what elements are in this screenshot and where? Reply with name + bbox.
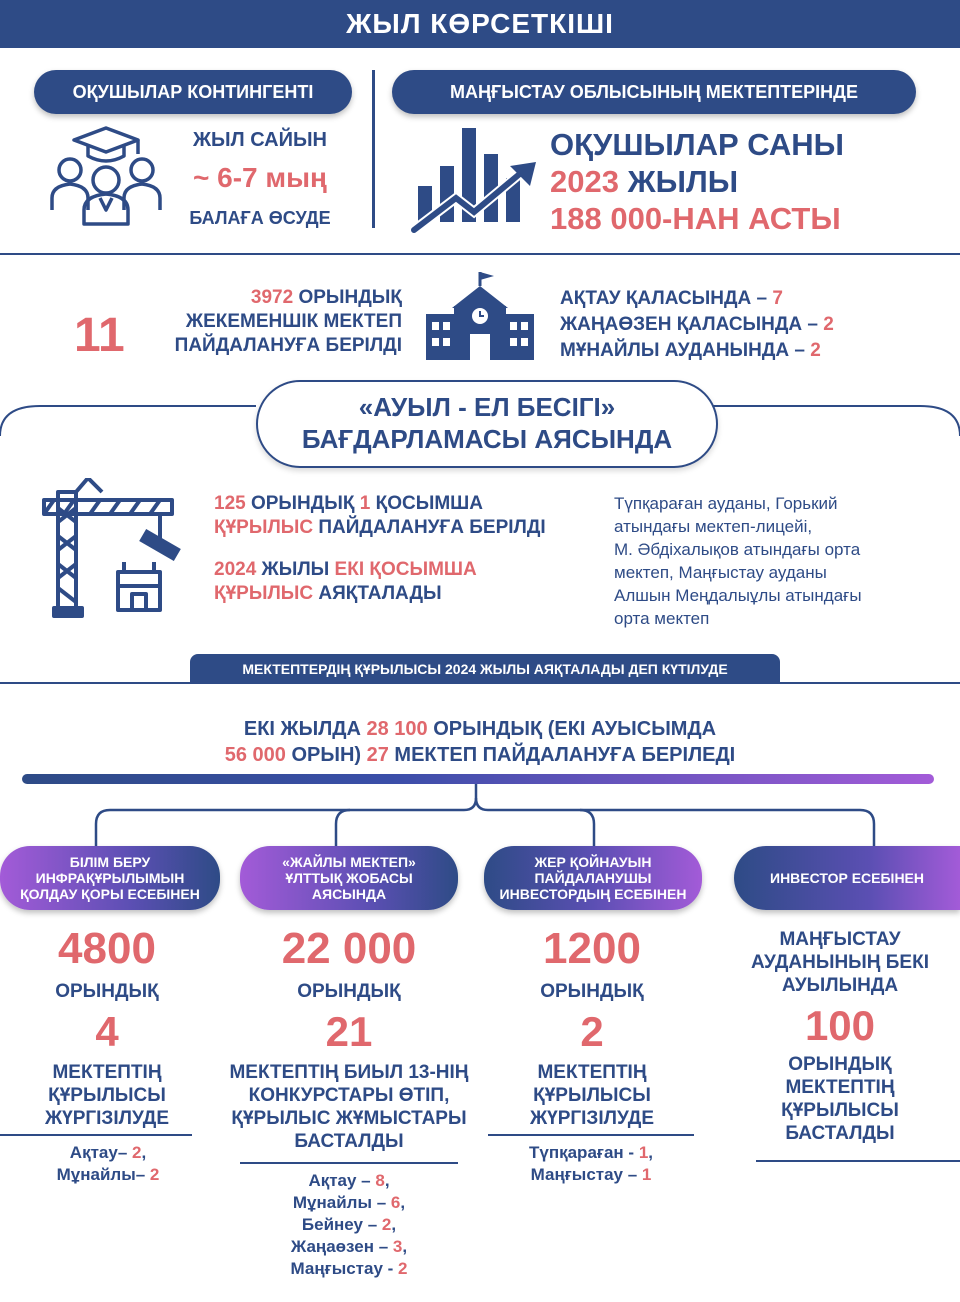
column-2-seats-label: ОРЫНДЫҚ (297, 981, 401, 1002)
column-3-schools: 2 (580, 1008, 604, 1055)
students-count-value: 188 000-НАН АСТЫ (550, 201, 841, 236)
region-schools-label: МАҢҒЫСТАУ ОБЛЫСЫНЫҢ МЕКТЕПТЕРІНДЕ (450, 81, 858, 102)
private-seats-value: 3972 (250, 287, 294, 308)
column-2-pill: «ЖАЙЛЫ МЕКТЕП» ҰЛТТЫҚ ЖОБАСЫ АЯСЫНДА (240, 846, 458, 910)
program-title: «АУЫЛ - ЕЛ БЕСІГІ» (358, 392, 616, 422)
branch-connectors (0, 784, 960, 854)
column-1-pill: БІЛІМ БЕРУ ИНФРАҚҰРЫЛЫМЫН ҚОЛДАУ ҚОРЫ ЕСЕБІНЕН (0, 846, 220, 910)
students-graduation-icon (48, 124, 164, 228)
column-1-divider (0, 1134, 192, 1136)
students-contingent-pill (34, 70, 352, 114)
page-title: ЖЫЛ КӨРСЕТКІШІ (346, 8, 614, 39)
vertical-divider (372, 70, 375, 228)
column-3-seats-label: ОРЫНДЫҚ (540, 981, 644, 1002)
students-contingent-label: ОҚУШЫЛАР КОНТИНГЕНТІ (72, 81, 314, 102)
program-title-box (256, 380, 718, 468)
column-2-divider (240, 1162, 458, 1164)
private-school-label: ЖЕКЕМЕНШІК МЕКТЕП (185, 311, 402, 332)
column-4-divider (756, 1160, 960, 1162)
column-3-seats: 1200 (543, 924, 641, 973)
growth-value: ~ 6-7 мың (193, 162, 327, 193)
region-schools-pill (392, 70, 916, 114)
construction-banner (190, 654, 780, 684)
column-1-list: Ақтау– 2, Мұнайлы– 2 (56, 1143, 160, 1184)
header-bar (0, 0, 960, 48)
program-schools-description: Түпқараған ауданы, Горький атындағы мектеп-лицейі, М. Әбдіхалықов атындағы орта мектеп, Маңғыстау ауданы Алшын Меңдалыұлы атындағы орта мектеп (614, 494, 862, 628)
column-1: 4800 ОРЫНДЫҚ 4 МЕКТЕПТІҢ ҚҰРЫЛЫСЫ ЖҮРГІЗІЛУДЕ (0, 924, 214, 1130)
year-value: 2023 (550, 164, 619, 199)
column-2: 22 000 ОРЫНДЫҚ 21 МЕКТЕПТІҢ БИЫЛ 13-НІҢ КОНКУРСТАРЫ ӨТІП, ҚҰРЫЛЫС ЖҰМЫСТАРЫ БАСТАЛДЫ (222, 924, 476, 1153)
growth-chart-icon (410, 122, 540, 234)
column-1-seats: 4800 (58, 924, 156, 973)
gradient-divider (22, 774, 934, 784)
column-2-seats: 22 000 (281, 924, 417, 973)
column-1-schools: 4 (95, 1008, 119, 1055)
city-munaily: МҰНАЙЛЫ АУДАНЫНДА – 2 (560, 340, 821, 361)
column-4-seats: 100 (804, 1002, 876, 1049)
construction-crane-icon (40, 478, 190, 618)
section-divider-1 (0, 253, 960, 255)
column-4-pill: ИНВЕСТОР ЕСЕБІНЕН (734, 846, 960, 910)
program-item-1: 125 ОРЫНДЫҚ 1 ҚОСЫМША ҚҰРЫЛЫС ПАЙДАЛАНУҒА БЕРІЛДІ (214, 493, 546, 538)
school-building-icon (424, 270, 536, 360)
two-year-summary: ЕКІ ЖЫЛДА 28 100 ОРЫНДЫҚ (ЕКІ АУЫСЫМДА 56 000 ОРЫН) 27 МЕКТЕП ПАЙДАЛАНУҒА БЕРІЛЕДІ (224, 718, 736, 766)
yearly-label: ЖЫЛ САЙЫН (192, 129, 328, 151)
growth-label: БАЛАҒА ӨСУДЕ (189, 208, 331, 228)
program-item-2: 2024 ЖЫЛЫ ЕКІ ҚОСЫМША ҚҰРЫЛЫС АЯҚТАЛАДЫ (214, 559, 477, 604)
column-3-list: Түпқараған - 1, Маңғыстау – 1 (528, 1143, 654, 1184)
column-2-schools: 21 (325, 1008, 373, 1055)
city-zhanaozen: ЖАҢАӨЗЕН ҚАЛАСЫНДА – 2 (560, 314, 834, 335)
private-schools-count: 11 (74, 309, 125, 362)
year-suffix: ЖЫЛЫ (618, 164, 739, 199)
column-4: МАҢҒЫСТАУ АУДАНЫНЫҢ БЕКІ АУЫЛЫНДА 100 ОРЫНДЫҚ МЕКТЕПТІҢ ҚҰРЫЛЫСЫ БАСТАЛДЫ (730, 928, 950, 1145)
column-2-list: Ақтау – 8, Мұнайлы – 6, Бейнеу – 2, Жаңаөзен – 3, Маңғыстау - 2 (290, 1171, 408, 1278)
private-commissioned-label: ПАЙДАЛАНУҒА БЕРІЛДІ (174, 335, 402, 356)
city-aktau: АҚТАУ ҚАЛАСЫНДА – 7 (560, 288, 783, 309)
column-3: 1200 ОРЫНДЫҚ 2 МЕКТЕПТІҢ ҚҰРЫЛЫСЫ ЖҮРГІЗІЛУДЕ (490, 924, 694, 1130)
private-seats-label: ОРЫНДЫҚ (293, 287, 402, 308)
program-subtitle: БАҒДАРЛАМАСЫ АЯСЫНДА (301, 424, 673, 454)
column-3-divider (488, 1134, 694, 1136)
column-1-seats-label: ОРЫНДЫҚ (55, 981, 159, 1002)
column-3-pill: ЖЕР ҚОЙНАУЫН ПАЙДАЛАНУШЫ ИНВЕСТОРДЫҢ ЕСЕБІНЕН (484, 846, 702, 910)
students-count-label: ОҚУШЫЛАР САНЫ (550, 127, 844, 162)
construction-banner-text: МЕКТЕПТЕРДІҢ ҚҰРЫЛЫСЫ 2024 ЖЫЛЫ АЯҚТАЛАДЫ ДЕП КҮТІЛУДЕ (242, 661, 728, 677)
